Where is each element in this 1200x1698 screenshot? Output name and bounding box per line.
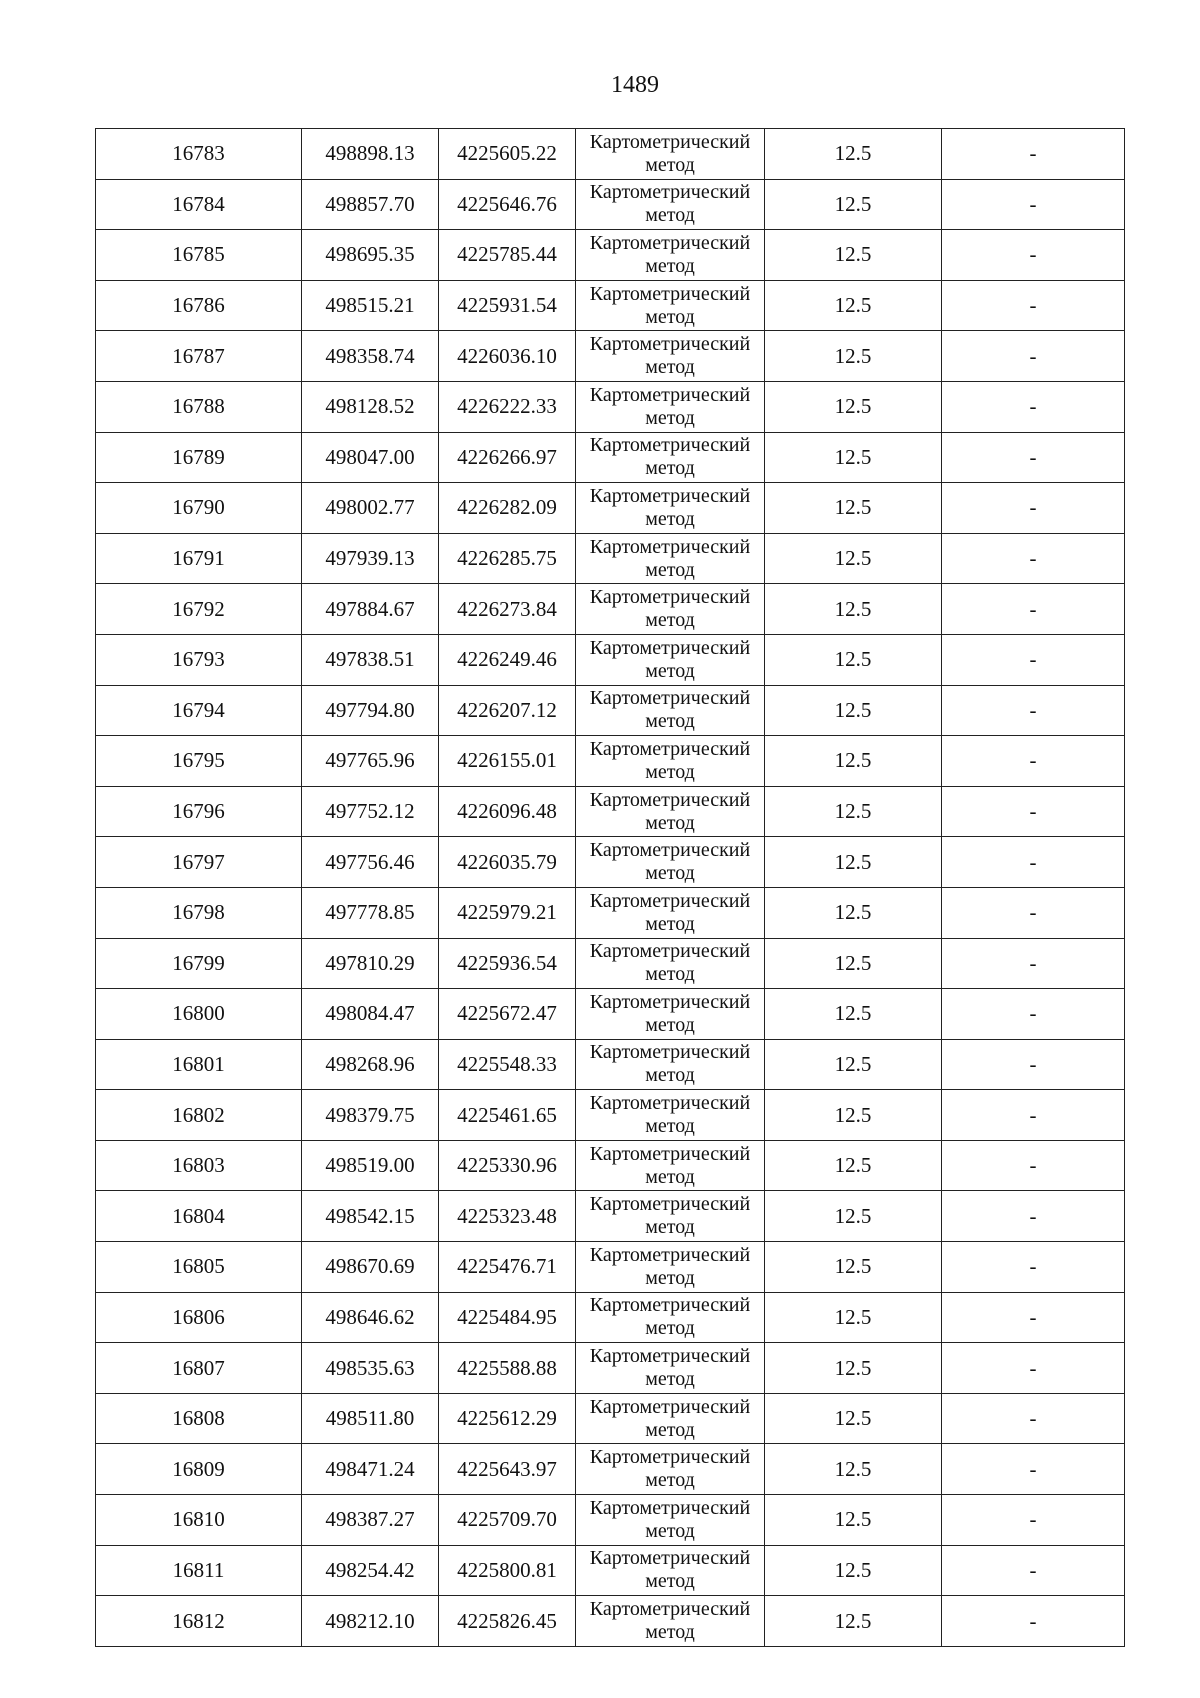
accuracy-cell: 12.5 <box>765 989 942 1040</box>
method-line-2: метод <box>645 1621 695 1644</box>
note-cell: - <box>942 634 1125 685</box>
x-coordinate-cell: 498471.24 <box>302 1444 439 1495</box>
point-number-cell: 16785 <box>96 230 302 281</box>
method-line-1: Картометрический <box>589 1294 751 1317</box>
method-cell <box>576 887 765 938</box>
y-coordinate-cell: 4226282.09 <box>439 483 576 534</box>
method-line-2: метод <box>645 811 695 834</box>
method-cell <box>576 432 765 483</box>
x-coordinate-cell: 498898.13 <box>302 129 439 180</box>
point-number-cell: 16793 <box>96 634 302 685</box>
method-line-2: метод <box>645 406 695 429</box>
note-cell: - <box>942 887 1125 938</box>
accuracy-cell: 12.5 <box>765 1545 942 1596</box>
table-row <box>96 179 1125 230</box>
method-line-1: Картометрический <box>589 383 751 406</box>
method-line-2: метод <box>645 558 695 581</box>
method-line-2: метод <box>645 457 695 480</box>
accuracy-cell: 12.5 <box>765 634 942 685</box>
x-coordinate-cell: 498002.77 <box>302 483 439 534</box>
point-number-cell: 16812 <box>96 1596 302 1647</box>
table-row <box>96 1545 1125 1596</box>
x-coordinate-cell: 498857.70 <box>302 179 439 230</box>
method-line-1: Картометрический <box>589 484 751 507</box>
x-coordinate-cell: 498047.00 <box>302 432 439 483</box>
point-number-cell: 16802 <box>96 1090 302 1141</box>
method-line-1: Картометрический <box>589 1193 751 1216</box>
coordinates-table <box>95 128 1125 1647</box>
note-cell: - <box>942 1596 1125 1647</box>
x-coordinate-cell: 498511.80 <box>302 1393 439 1444</box>
y-coordinate-cell: 4225826.45 <box>439 1596 576 1647</box>
note-cell: - <box>942 432 1125 483</box>
y-coordinate-cell: 4225484.95 <box>439 1292 576 1343</box>
y-coordinate-cell: 4226155.01 <box>439 736 576 787</box>
point-number-cell: 16794 <box>96 685 302 736</box>
method-line-2: метод <box>645 710 695 733</box>
y-coordinate-cell: 4226285.75 <box>439 533 576 584</box>
method-cell <box>576 280 765 331</box>
x-coordinate-cell: 497794.80 <box>302 685 439 736</box>
point-number-cell: 16799 <box>96 938 302 989</box>
method-line-2: метод <box>645 1418 695 1441</box>
accuracy-cell: 12.5 <box>765 129 942 180</box>
method-cell <box>576 1596 765 1647</box>
point-number-cell: 16790 <box>96 483 302 534</box>
method-line-2: метод <box>645 1570 695 1593</box>
note-cell: - <box>942 1444 1125 1495</box>
point-number-cell: 16791 <box>96 533 302 584</box>
note-cell: - <box>942 1393 1125 1444</box>
y-coordinate-cell: 4226096.48 <box>439 786 576 837</box>
x-coordinate-cell: 498695.35 <box>302 230 439 281</box>
accuracy-cell: 12.5 <box>765 179 942 230</box>
method-line-1: Картометрический <box>589 636 751 659</box>
table-row <box>96 837 1125 888</box>
note-cell: - <box>942 1140 1125 1191</box>
note-cell: - <box>942 381 1125 432</box>
method-cell <box>576 1090 765 1141</box>
method-line-1: Картометрический <box>589 839 751 862</box>
method-line-1: Картометрический <box>589 1041 751 1064</box>
accuracy-cell: 12.5 <box>765 584 942 635</box>
accuracy-cell: 12.5 <box>765 1039 942 1090</box>
x-coordinate-cell: 498670.69 <box>302 1242 439 1293</box>
x-coordinate-cell: 497939.13 <box>302 533 439 584</box>
accuracy-cell: 12.5 <box>765 1292 942 1343</box>
accuracy-cell: 12.5 <box>765 1140 942 1191</box>
note-cell: - <box>942 989 1125 1040</box>
table-row <box>96 1596 1125 1647</box>
x-coordinate-cell: 498268.96 <box>302 1039 439 1090</box>
method-line-1: Картометрический <box>589 1142 751 1165</box>
x-coordinate-cell: 498542.15 <box>302 1191 439 1242</box>
accuracy-cell: 12.5 <box>765 533 942 584</box>
note-cell: - <box>942 786 1125 837</box>
y-coordinate-cell: 4226035.79 <box>439 837 576 888</box>
method-line-2: метод <box>645 305 695 328</box>
point-number-cell: 16788 <box>96 381 302 432</box>
method-cell <box>576 1242 765 1293</box>
method-line-1: Картометрический <box>589 1395 751 1418</box>
x-coordinate-cell: 498254.42 <box>302 1545 439 1596</box>
method-cell <box>576 584 765 635</box>
accuracy-cell: 12.5 <box>765 736 942 787</box>
method-line-2: метод <box>645 356 695 379</box>
method-line-2: метод <box>645 1115 695 1138</box>
y-coordinate-cell: 4225461.65 <box>439 1090 576 1141</box>
method-line-2: метод <box>645 609 695 632</box>
y-coordinate-cell: 4225643.97 <box>439 1444 576 1495</box>
x-coordinate-cell: 497765.96 <box>302 736 439 787</box>
accuracy-cell: 12.5 <box>765 1242 942 1293</box>
accuracy-cell: 12.5 <box>765 837 942 888</box>
y-coordinate-cell: 4225605.22 <box>439 129 576 180</box>
method-line-2: метод <box>645 1469 695 1492</box>
y-coordinate-cell: 4225476.71 <box>439 1242 576 1293</box>
accuracy-cell: 12.5 <box>765 280 942 331</box>
accuracy-cell: 12.5 <box>765 938 942 989</box>
point-number-cell: 16803 <box>96 1140 302 1191</box>
accuracy-cell: 12.5 <box>765 1191 942 1242</box>
table-row <box>96 129 1125 180</box>
table-row <box>96 432 1125 483</box>
point-number-cell: 16805 <box>96 1242 302 1293</box>
note-cell: - <box>942 179 1125 230</box>
table-row <box>96 1140 1125 1191</box>
x-coordinate-cell: 497778.85 <box>302 887 439 938</box>
method-line-2: метод <box>645 254 695 277</box>
note-cell: - <box>942 533 1125 584</box>
y-coordinate-cell: 4225612.29 <box>439 1393 576 1444</box>
note-cell: - <box>942 584 1125 635</box>
table-row <box>96 230 1125 281</box>
note-cell: - <box>942 483 1125 534</box>
method-cell <box>576 533 765 584</box>
method-cell <box>576 786 765 837</box>
x-coordinate-cell: 498646.62 <box>302 1292 439 1343</box>
note-cell: - <box>942 1191 1125 1242</box>
y-coordinate-cell: 4225588.88 <box>439 1343 576 1394</box>
accuracy-cell: 12.5 <box>765 1596 942 1647</box>
method-cell <box>576 1292 765 1343</box>
point-number-cell: 16796 <box>96 786 302 837</box>
x-coordinate-cell: 497884.67 <box>302 584 439 635</box>
method-cell <box>576 989 765 1040</box>
method-cell <box>576 1545 765 1596</box>
accuracy-cell: 12.5 <box>765 1495 942 1546</box>
method-line-2: метод <box>645 862 695 885</box>
method-line-1: Картометрический <box>589 586 751 609</box>
x-coordinate-cell: 497810.29 <box>302 938 439 989</box>
x-coordinate-cell: 498128.52 <box>302 381 439 432</box>
y-coordinate-cell: 4225330.96 <box>439 1140 576 1191</box>
x-coordinate-cell: 498379.75 <box>302 1090 439 1141</box>
y-coordinate-cell: 4225672.47 <box>439 989 576 1040</box>
point-number-cell: 16806 <box>96 1292 302 1343</box>
table-row <box>96 685 1125 736</box>
y-coordinate-cell: 4225323.48 <box>439 1191 576 1242</box>
method-line-1: Картометрический <box>589 889 751 912</box>
accuracy-cell: 12.5 <box>765 1090 942 1141</box>
table-row <box>96 1090 1125 1141</box>
y-coordinate-cell: 4225979.21 <box>439 887 576 938</box>
point-number-cell: 16811 <box>96 1545 302 1596</box>
coordinates-table-body <box>96 129 1125 1647</box>
point-number-cell: 16800 <box>96 989 302 1040</box>
method-line-1: Картометрический <box>589 231 751 254</box>
x-coordinate-cell: 498535.63 <box>302 1343 439 1394</box>
page-number: 1489 <box>611 72 659 98</box>
method-line-1: Картометрический <box>589 181 751 204</box>
y-coordinate-cell: 4225785.44 <box>439 230 576 281</box>
accuracy-cell: 12.5 <box>765 331 942 382</box>
table-row <box>96 1393 1125 1444</box>
method-line-1: Картометрический <box>589 1547 751 1570</box>
y-coordinate-cell: 4226249.46 <box>439 634 576 685</box>
y-coordinate-cell: 4225646.76 <box>439 179 576 230</box>
point-number-cell: 16786 <box>96 280 302 331</box>
point-number-cell: 16798 <box>96 887 302 938</box>
note-cell: - <box>942 230 1125 281</box>
method-line-1: Картометрический <box>589 282 751 305</box>
y-coordinate-cell: 4226207.12 <box>439 685 576 736</box>
method-line-2: метод <box>645 1216 695 1239</box>
point-number-cell: 16795 <box>96 736 302 787</box>
method-line-1: Картометрический <box>589 940 751 963</box>
x-coordinate-cell: 498084.47 <box>302 989 439 1040</box>
method-line-2: метод <box>645 1519 695 1542</box>
table-row <box>96 786 1125 837</box>
table-row <box>96 634 1125 685</box>
note-cell: - <box>942 1343 1125 1394</box>
method-cell <box>576 483 765 534</box>
accuracy-cell: 12.5 <box>765 887 942 938</box>
method-line-1: Картометрический <box>589 535 751 558</box>
note-cell: - <box>942 1242 1125 1293</box>
method-cell <box>576 837 765 888</box>
x-coordinate-cell: 497838.51 <box>302 634 439 685</box>
x-coordinate-cell: 498515.21 <box>302 280 439 331</box>
method-cell <box>576 1495 765 1546</box>
table-row <box>96 483 1125 534</box>
accuracy-cell: 12.5 <box>765 1444 942 1495</box>
x-coordinate-cell: 498387.27 <box>302 1495 439 1546</box>
table-row <box>96 1242 1125 1293</box>
note-cell: - <box>942 1039 1125 1090</box>
table-row <box>96 533 1125 584</box>
method-line-1: Картометрический <box>589 737 751 760</box>
method-line-1: Картометрический <box>589 1598 751 1621</box>
method-cell <box>576 1140 765 1191</box>
table-row <box>96 331 1125 382</box>
point-number-cell: 16789 <box>96 432 302 483</box>
accuracy-cell: 12.5 <box>765 1343 942 1394</box>
y-coordinate-cell: 4225548.33 <box>439 1039 576 1090</box>
y-coordinate-cell: 4226222.33 <box>439 381 576 432</box>
x-coordinate-cell: 497756.46 <box>302 837 439 888</box>
table-row <box>96 736 1125 787</box>
x-coordinate-cell: 498358.74 <box>302 331 439 382</box>
method-cell <box>576 1191 765 1242</box>
point-number-cell: 16810 <box>96 1495 302 1546</box>
y-coordinate-cell: 4226273.84 <box>439 584 576 635</box>
accuracy-cell: 12.5 <box>765 230 942 281</box>
method-line-2: метод <box>645 507 695 530</box>
method-cell <box>576 1343 765 1394</box>
y-coordinate-cell: 4225931.54 <box>439 280 576 331</box>
method-line-2: метод <box>645 1165 695 1188</box>
point-number-cell: 16797 <box>96 837 302 888</box>
note-cell: - <box>942 1495 1125 1546</box>
method-line-1: Картометрический <box>589 1243 751 1266</box>
method-line-1: Картометрический <box>589 1345 751 1368</box>
accuracy-cell: 12.5 <box>765 685 942 736</box>
method-line-1: Картометрический <box>589 687 751 710</box>
method-line-1: Картометрический <box>589 990 751 1013</box>
method-line-2: метод <box>645 153 695 176</box>
method-line-2: метод <box>645 1317 695 1340</box>
x-coordinate-cell: 497752.12 <box>302 786 439 837</box>
point-number-cell: 16807 <box>96 1343 302 1394</box>
point-number-cell: 16792 <box>96 584 302 635</box>
method-line-1: Картометрический <box>589 1092 751 1115</box>
method-line-2: метод <box>645 1064 695 1087</box>
note-cell: - <box>942 1545 1125 1596</box>
x-coordinate-cell: 498212.10 <box>302 1596 439 1647</box>
table-row <box>96 1039 1125 1090</box>
accuracy-cell: 12.5 <box>765 1393 942 1444</box>
method-line-2: метод <box>645 204 695 227</box>
note-cell: - <box>942 736 1125 787</box>
accuracy-cell: 12.5 <box>765 432 942 483</box>
table-row <box>96 887 1125 938</box>
method-line-1: Картометрический <box>589 130 751 153</box>
method-cell <box>576 230 765 281</box>
point-number-cell: 16783 <box>96 129 302 180</box>
table-row <box>96 1292 1125 1343</box>
note-cell: - <box>942 331 1125 382</box>
point-number-cell: 16787 <box>96 331 302 382</box>
point-number-cell: 16808 <box>96 1393 302 1444</box>
method-cell <box>576 634 765 685</box>
method-line-1: Картометрический <box>589 434 751 457</box>
table-row <box>96 989 1125 1040</box>
method-cell <box>576 685 765 736</box>
method-cell <box>576 179 765 230</box>
method-line-2: метод <box>645 912 695 935</box>
accuracy-cell: 12.5 <box>765 483 942 534</box>
table-row <box>96 584 1125 635</box>
note-cell: - <box>942 685 1125 736</box>
method-line-1: Картометрический <box>589 333 751 356</box>
note-cell: - <box>942 129 1125 180</box>
method-cell <box>576 736 765 787</box>
method-line-2: метод <box>645 659 695 682</box>
method-cell <box>576 381 765 432</box>
method-line-2: метод <box>645 1266 695 1289</box>
method-line-2: метод <box>645 760 695 783</box>
point-number-cell: 16784 <box>96 179 302 230</box>
point-number-cell: 16809 <box>96 1444 302 1495</box>
accuracy-cell: 12.5 <box>765 381 942 432</box>
table-row <box>96 1495 1125 1546</box>
point-number-cell: 16801 <box>96 1039 302 1090</box>
accuracy-cell: 12.5 <box>765 786 942 837</box>
method-cell <box>576 129 765 180</box>
y-coordinate-cell: 4226266.97 <box>439 432 576 483</box>
method-line-1: Картометрический <box>589 1446 751 1469</box>
point-number-cell: 16804 <box>96 1191 302 1242</box>
table-row <box>96 381 1125 432</box>
method-cell <box>576 1039 765 1090</box>
method-line-1: Картометрический <box>589 1496 751 1519</box>
table-row <box>96 1444 1125 1495</box>
table-row <box>96 1191 1125 1242</box>
y-coordinate-cell: 4226036.10 <box>439 331 576 382</box>
note-cell: - <box>942 1292 1125 1343</box>
note-cell: - <box>942 837 1125 888</box>
method-cell <box>576 1393 765 1444</box>
method-cell <box>576 938 765 989</box>
method-line-2: метод <box>645 1013 695 1036</box>
method-line-1: Картометрический <box>589 788 751 811</box>
table-row <box>96 280 1125 331</box>
note-cell: - <box>942 1090 1125 1141</box>
y-coordinate-cell: 4225936.54 <box>439 938 576 989</box>
note-cell: - <box>942 938 1125 989</box>
method-line-2: метод <box>645 1368 695 1391</box>
method-cell <box>576 331 765 382</box>
table-row <box>96 1343 1125 1394</box>
table-row <box>96 938 1125 989</box>
x-coordinate-cell: 498519.00 <box>302 1140 439 1191</box>
note-cell: - <box>942 280 1125 331</box>
method-cell <box>576 1444 765 1495</box>
method-line-2: метод <box>645 963 695 986</box>
y-coordinate-cell: 4225709.70 <box>439 1495 576 1546</box>
y-coordinate-cell: 4225800.81 <box>439 1545 576 1596</box>
